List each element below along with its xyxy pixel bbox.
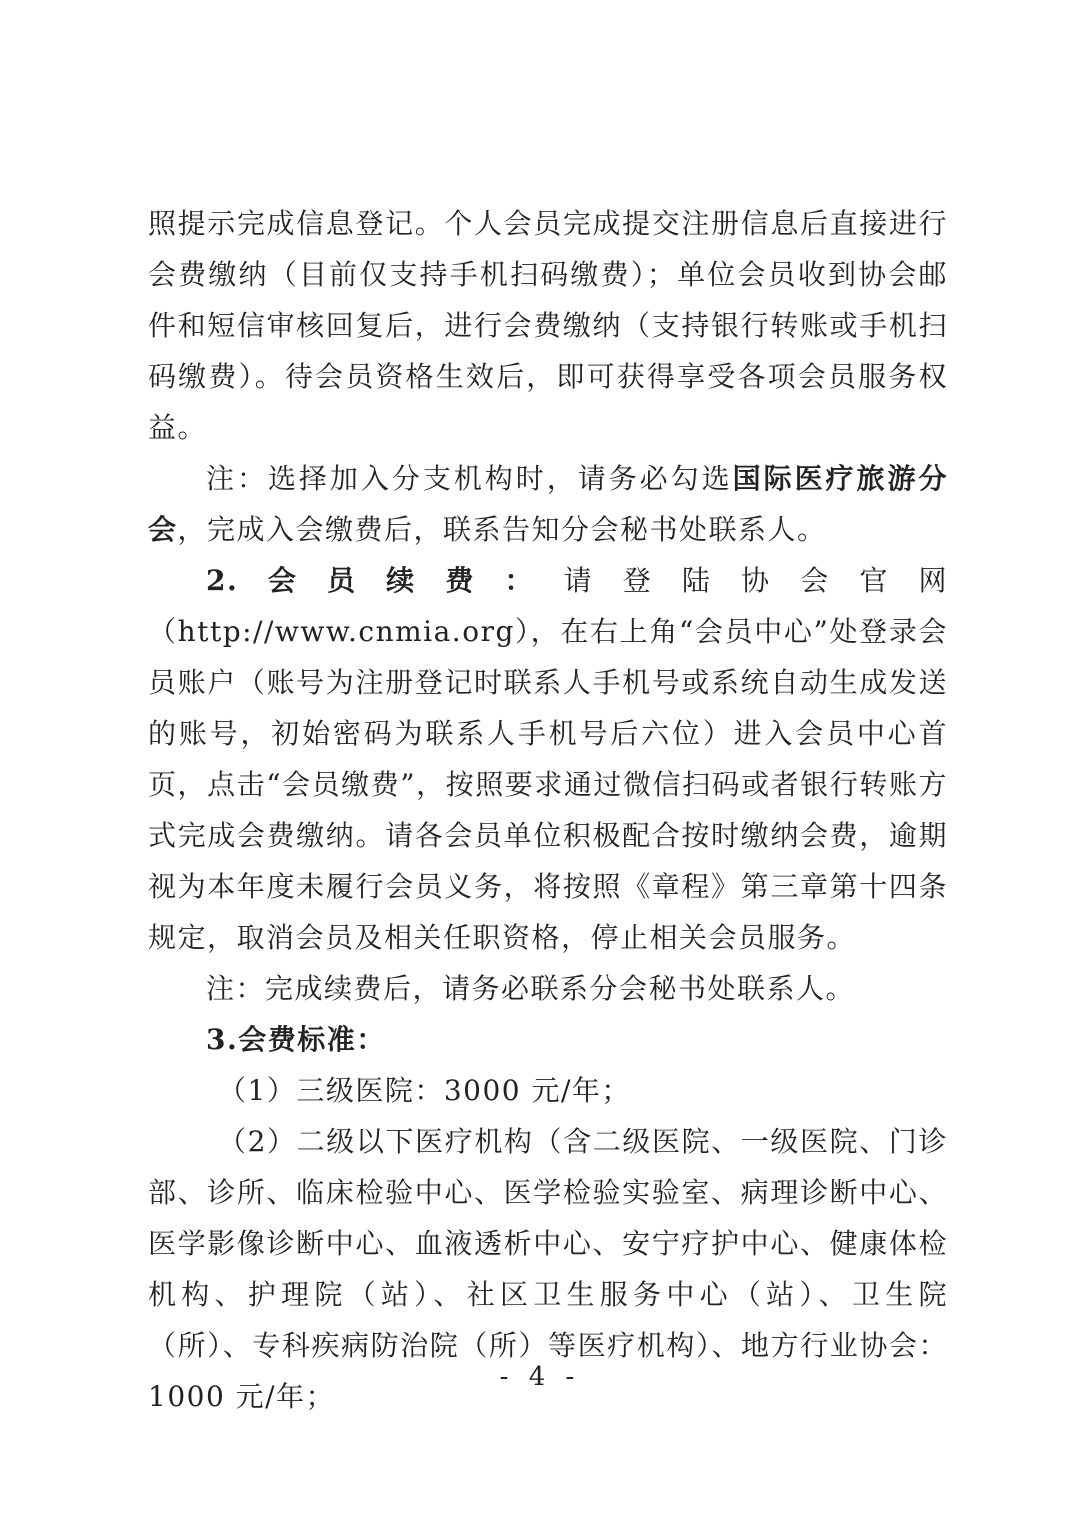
note-branch-prefix: 注：选择加入分支机构时，请务必勾选	[206, 462, 733, 495]
renewal-heading: 2.会员续费：	[206, 564, 564, 597]
paragraph-registration: 照提示完成信息登记。个人会员完成提交注册信息后直接进行会费缴纳（目前仅支持手机扫码缴费）；单位会员收到协会邮件和短信审核回复后，进行会费缴纳（支持银行转账或手机扫码缴费）。待会员资格生效后，即可获得享受各项会员服务权益。	[148, 207, 948, 444]
paragraph-renewal	[148, 555, 948, 963]
page-number: - 4 -	[499, 1362, 581, 1392]
fee-item-tier2: （2）二级以下医疗机构（含二级医院、一级医院、门诊部、诊所、临床检验中心、医学检验实验室、病理诊断中心、医学影像诊断中心、血液透析中心、安宁疗护中心、健康体检机构、护理院（站）、社区卫生服务中心（站）、卫生院（所）、专科疾病防治院（所）等医疗机构）、地方行业协会：1000 元/年；	[148, 1125, 948, 1413]
paragraph-note-branch	[148, 453, 948, 555]
body-text	[148, 198, 948, 1422]
fee-item-tier3: （1）三级医院：3000 元/年；	[218, 1074, 631, 1107]
note-branch-highlight: 国际医疗旅游分会	[148, 462, 948, 546]
paragraph-note-renewal: 注：完成续费后，请务必联系分会秘书处联系人。	[206, 972, 856, 1005]
note-branch-suffix: ，完成入会缴费后，联系告知分会秘书处联系人。	[177, 513, 827, 546]
renewal-body: 请登陆协会官网（http://www.cnmia.org），在右上角“会员中心”处登录会员账户（账号为注册登记时联系人手机号或系统自动生成发送的账号，初始密码为联系人手机号后六位）进入会员中心首页，点击“会员缴费”，按照要求通过微信扫码或者银行转账方式完成会费缴纳。请各会员单位积极配合按时缴纳会费，逾期视为本年度未履行会员义务，将按照《章程》第三章第十四条规定，取消会员及相关任职资格，停止相关会员服务。	[148, 564, 948, 954]
fee-standard-heading: 3.会费标准：	[206, 1023, 386, 1056]
